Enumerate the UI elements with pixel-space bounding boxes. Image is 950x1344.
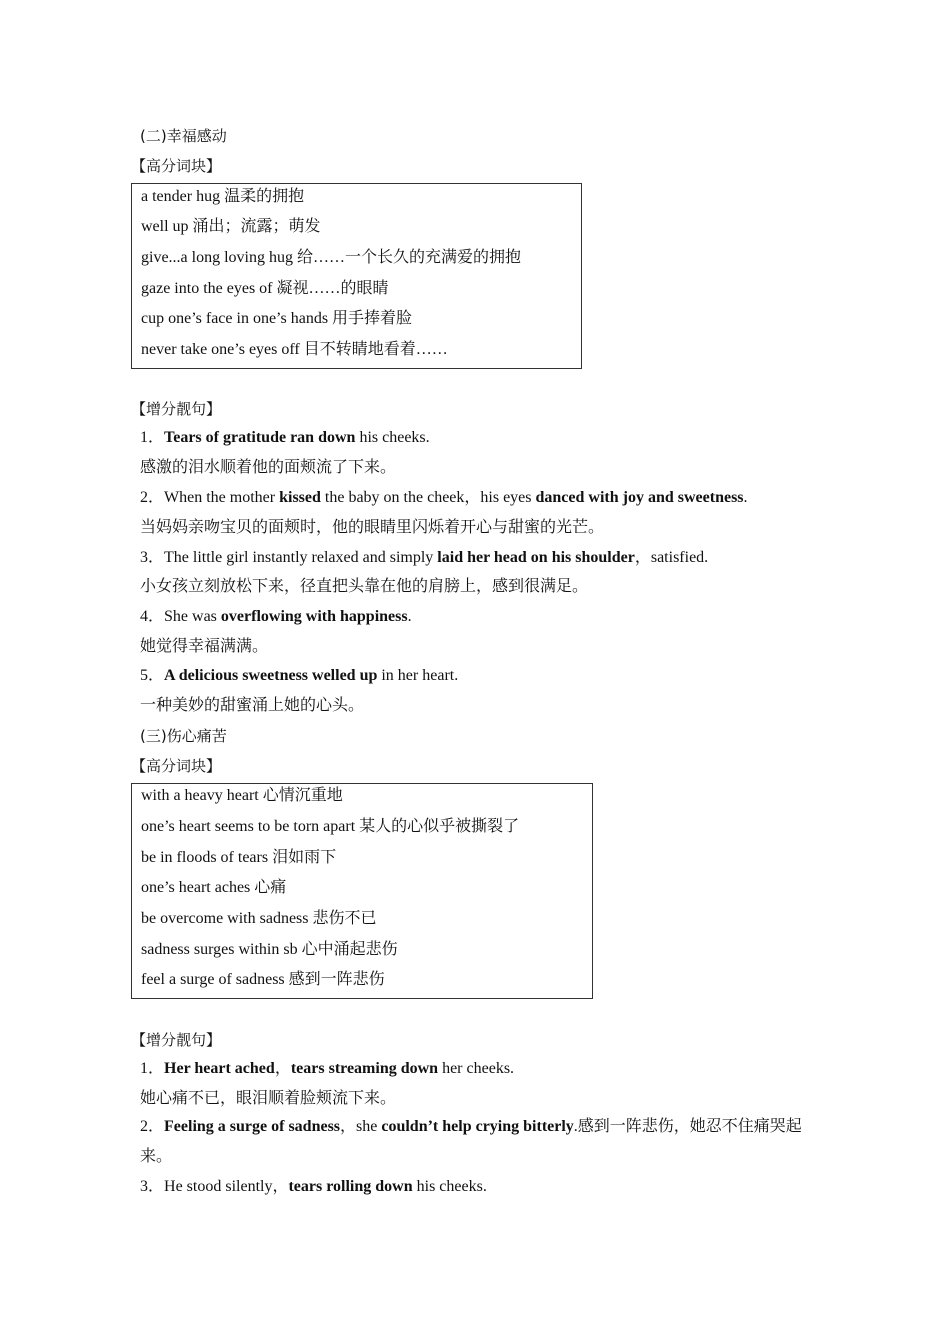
vocab-item: sadness surges within sb 心中涌起悲伤: [141, 941, 398, 958]
vocab-item: cup one’s face in one’s hands 用手捧着脸: [141, 310, 413, 327]
vocab-item: one’s heart aches 心痛: [141, 879, 287, 896]
sentence-cn: 小女孩立刻放松下来，径直把头靠在他的肩膀上，感到很满足。: [140, 578, 589, 595]
vocab-item: a tender hug 温柔的拥抱: [141, 188, 305, 205]
sentence-en: 5．A delicious sweetness welled up in her heart.: [140, 667, 459, 684]
vocab-item: with a heavy heart 心情沉重地: [141, 787, 343, 804]
sentence-en: 3．The little girl instantly relaxed and simply laid her head on his shoulder，satisfied.: [140, 549, 709, 566]
sentence-en: 1．Her heart ached，tears streaming down her cheeks.: [140, 1060, 515, 1077]
sentence-en: 2．Feeling a surge of sadness，she couldn’t help crying bitterly.感到一阵悲伤，她忍不住痛哭起来。: [140, 1118, 802, 1165]
sentence-en: 4．She was overflowing with happiness.: [140, 608, 412, 625]
sentence-cn: 感激的泪水顺着他的面颊流了下来。: [140, 459, 397, 476]
sentence-label: 【增分靓句】: [131, 400, 222, 418]
vocab-box: [131, 183, 582, 369]
vocab-item: be overcome with sadness 悲伤不已: [141, 910, 377, 927]
vocab-item: never take one’s eyes off 目不转睛地看着……: [141, 341, 448, 358]
vocab-item: give...a long loving hug 给……一个长久的充满爱的拥抱: [141, 249, 521, 266]
sentence-cn: 她心痛不已，眼泪顺着脸颊流下来。: [140, 1090, 397, 1107]
sentence-label: 【增分靓句】: [131, 1031, 222, 1049]
sentence-en: 3．He stood silently，tears rolling down his cheeks.: [140, 1178, 487, 1195]
vocab-item: be in floods of tears 泪如雨下: [141, 849, 337, 866]
vocab-item: one’s heart seems to be torn apart 某人的心似乎被撕裂了: [141, 818, 520, 835]
section-heading: (三)伤心痛苦: [140, 727, 227, 745]
vocab-label: 【高分词块】: [131, 757, 222, 775]
vocab-item: gaze into the eyes of 凝视……的眼睛: [141, 280, 389, 297]
sentence-en: 1．Tears of gratitude ran down his cheeks.: [140, 429, 430, 446]
sentence-en: 2．When the mother kissed the baby on the cheek，his eyes danced with joy and sweetness.: [140, 489, 748, 506]
vocab-box: [131, 783, 593, 999]
sentence-cn: 她觉得幸福满满。: [140, 638, 269, 655]
vocab-item: feel a surge of sadness 感到一阵悲伤: [141, 971, 385, 988]
vocab-label: 【高分词块】: [131, 157, 222, 175]
section-heading: (二)幸福感动: [140, 127, 227, 145]
vocab-item: well up 涌出；流露；萌发: [141, 218, 321, 235]
sentence-cn: 一种美妙的甜蜜涌上她的心头。: [140, 697, 365, 714]
sentence-cn: 当妈妈亲吻宝贝的面颊时，他的眼睛里闪烁着开心与甜蜜的光芒。: [140, 519, 605, 536]
